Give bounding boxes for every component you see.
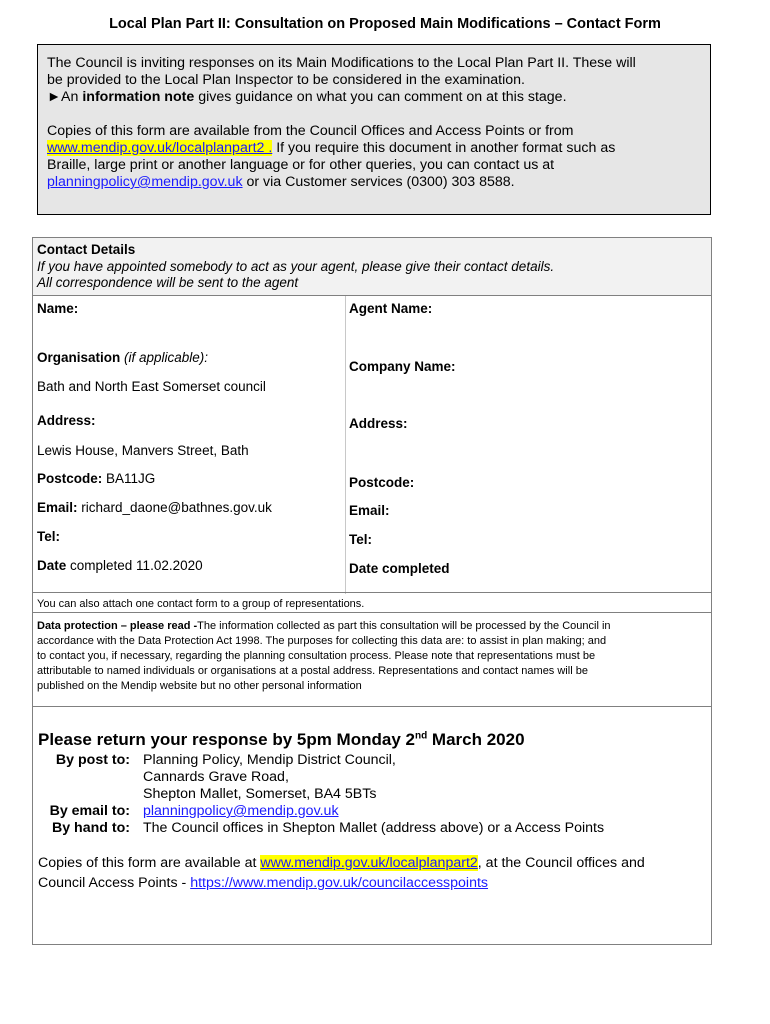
email-return-label: By email to:: [49, 803, 130, 819]
return-heading-text: Please return your response by 5pm Monday 2: [38, 730, 415, 749]
attach-note: You can also attach one contact form to a group of representations.: [32, 592, 712, 613]
postcode-field[interactable]: [37, 471, 155, 486]
copies-line: [38, 873, 710, 893]
contact-details-table: [32, 237, 712, 593]
post-label: By post to:: [55, 752, 130, 768]
organisation-value[interactable]: Bath and North East Somerset council: [37, 379, 266, 394]
copies-line: [47, 140, 710, 157]
agent-note: All correspondence will be sent to the agent: [37, 275, 299, 290]
arrow-icon: ►: [47, 89, 62, 105]
copies-line: Braille, large print or another language or for other queries, you can contact us at: [47, 157, 555, 173]
organisation-label: Organisation: [37, 350, 121, 365]
data-protection-line: to contact you, if necessary, regarding the planning consultation process. Please note that representations must be: [37, 650, 596, 662]
return-email-link[interactable]: planningpolicy@mendip.gov.uk: [143, 803, 339, 819]
info-text: gives guidance on what you can comment on at this stage.: [194, 89, 567, 105]
data-protection-line: accordance with the Data Protection Act 1998. The purposes for collecting this data are: to assist in plan making; and: [37, 635, 607, 647]
data-protection-line: published on the Mendip website but no other personal information: [37, 680, 362, 692]
agent-name-label: Agent Name:: [349, 301, 433, 316]
post-address-line: Cannards Grave Road,: [143, 769, 289, 785]
data-protection-heading: Data protection – please read -: [37, 620, 198, 632]
company-name-label: Company Name:: [349, 359, 456, 374]
copies-line: Copies of this form are available from the Council Offices and Access Points or from: [47, 123, 574, 139]
email-label: Email:: [37, 500, 78, 515]
localplan-link[interactable]: www.mendip.gov.uk/localplanpart2: [260, 855, 478, 871]
return-heading: [38, 730, 525, 750]
intro-line: be provided to the Local Plan Inspector to be considered in the examination.: [47, 72, 525, 88]
agent-note: If you have appointed somebody to act as your agent, please give their contact details.: [37, 258, 555, 274]
agent-address-label: Address:: [349, 416, 408, 431]
postcode-label: Postcode:: [37, 471, 103, 486]
copies-text: , at the Council offices and: [477, 855, 645, 871]
date-field[interactable]: [37, 558, 203, 573]
hand-value: The Council offices in Shepton Mallet (address above) or a Access Points: [143, 820, 605, 836]
email-link[interactable]: planningpolicy@mendip.gov.uk: [47, 174, 243, 190]
post-address-line: Planning Policy, Mendip District Council,: [143, 752, 396, 768]
info-note-line: [47, 89, 710, 106]
tel-label: Tel:: [37, 529, 60, 544]
address-label: Address:: [37, 413, 96, 428]
copies-line: [38, 853, 710, 873]
data-protection-line: attributable to named individuals or organisations at a postal address. Representations and contact names will be: [37, 665, 588, 677]
data-protection-text: The information collected as part this consultation will be processed by the Council in: [197, 620, 611, 632]
email-field[interactable]: [37, 500, 272, 515]
address-value[interactable]: Lewis House, Manvers Street, Bath: [37, 443, 249, 458]
agent-postcode-label: Postcode:: [349, 475, 415, 490]
organisation-field: [37, 350, 208, 365]
copies-text: or via Customer services (0300) 303 8588.: [242, 174, 515, 190]
return-heading-sup: nd: [414, 730, 428, 742]
contact-header: [33, 238, 711, 296]
copies-text: Copies of this form are available at: [38, 855, 261, 871]
data-protection-line: [37, 619, 707, 634]
return-section: [32, 707, 712, 945]
data-protection-notice: [32, 613, 712, 707]
agent-email-label: Email:: [349, 503, 390, 518]
agent-date-label: Date completed: [349, 561, 450, 576]
postcode-value: BA11JG: [102, 471, 156, 486]
contact-heading: Contact Details: [37, 242, 136, 257]
copies-text: If you require this document in another format such as: [272, 140, 616, 156]
copies-line: [47, 174, 710, 191]
date-value: completed 11.02.2020: [66, 558, 203, 573]
organisation-hint: (if applicable):: [120, 350, 209, 365]
intro-box: [37, 44, 711, 215]
name-label: Name:: [37, 301, 79, 316]
localplan-link[interactable]: www.mendip.gov.uk/localplanpart2 .: [47, 140, 273, 156]
access-points-link[interactable]: https://www.mendip.gov.uk/councilaccesspoints: [190, 875, 489, 891]
page-title: Local Plan Part II: Consultation on Proposed Main Modifications – Contact Form: [109, 16, 661, 32]
return-heading-text: March 2020: [427, 730, 525, 749]
copies-available: [38, 853, 710, 893]
copies-text: Council Access Points -: [38, 875, 191, 891]
post-address-line: Shepton Mallet, Somerset, BA4 5BTs: [143, 786, 377, 802]
intro-line: The Council is inviting responses on its Main Modifications to the Local Plan Part II. These will: [47, 55, 636, 71]
hand-label: By hand to:: [51, 820, 130, 836]
agent-tel-label: Tel:: [349, 532, 372, 547]
date-label: Date: [37, 558, 67, 573]
information-note-link[interactable]: information note: [82, 89, 195, 105]
info-text: An: [61, 89, 83, 105]
email-value: richard_daone@bathnes.gov.uk: [77, 500, 272, 515]
